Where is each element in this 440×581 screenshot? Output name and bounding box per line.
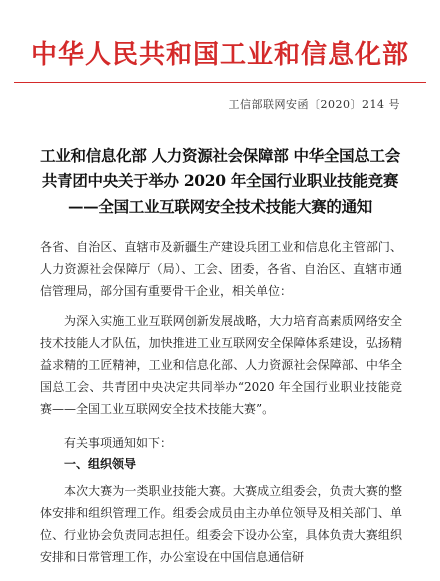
organization-paragraph: 本次大赛为一类职业技能大赛。大赛成立组委会，负责大赛的整体安排和组织管理工作。组委会成员由主办单位领导及相关部门、单位、行业协会负责同志担任。组委会下设办公室，具体负责大赛组织安排和日常管理工作，办公室设在中国信息通信研 bbox=[40, 484, 402, 564]
notice-title-line-2: 共青团中央关于举办 2020 年全国行业职业技能竞赛 bbox=[41, 171, 399, 190]
issuing-org-header: 中华人民共和国工业和信息化部 bbox=[30, 40, 409, 70]
document-number: 工信部联网安函〔2020〕214 号 bbox=[228, 98, 400, 111]
notice-intro-line: 有关事项通知如下： bbox=[64, 436, 173, 450]
section-heading-organization: 一、组织领导 bbox=[64, 457, 137, 471]
purpose-paragraph: 为深入实施工业互联网创新发展战略，大力培育高素质网络安全技术技能人才队伍，加快推进工业互联网安全保障体系建设，弘扬精益求精的工匠精神，工业和信息化部、人力资源社会保障部、中华全国总工会、共青团中央决定共同举办“2020 年全国行业职业技能竞赛——全国工业互联网安全技术技能大赛”。 bbox=[40, 314, 402, 416]
notice-title-line-3: ——全国工业互联网安全技术技能大赛的通知 bbox=[67, 197, 372, 216]
addressee-paragraph: 各省、自治区、直辖市及新疆生产建设兵团工业和信息化主管部门、人力资源社会保障厅（局）、工会、团委，各省、自治区、直辖市通信管理局，部分国有重要骨干企业，相关单位： bbox=[40, 240, 402, 298]
header-divider bbox=[14, 82, 426, 83]
notice-title-line-1: 工业和信息化部 人力资源社会保障部 中华全国总工会 bbox=[40, 146, 400, 165]
